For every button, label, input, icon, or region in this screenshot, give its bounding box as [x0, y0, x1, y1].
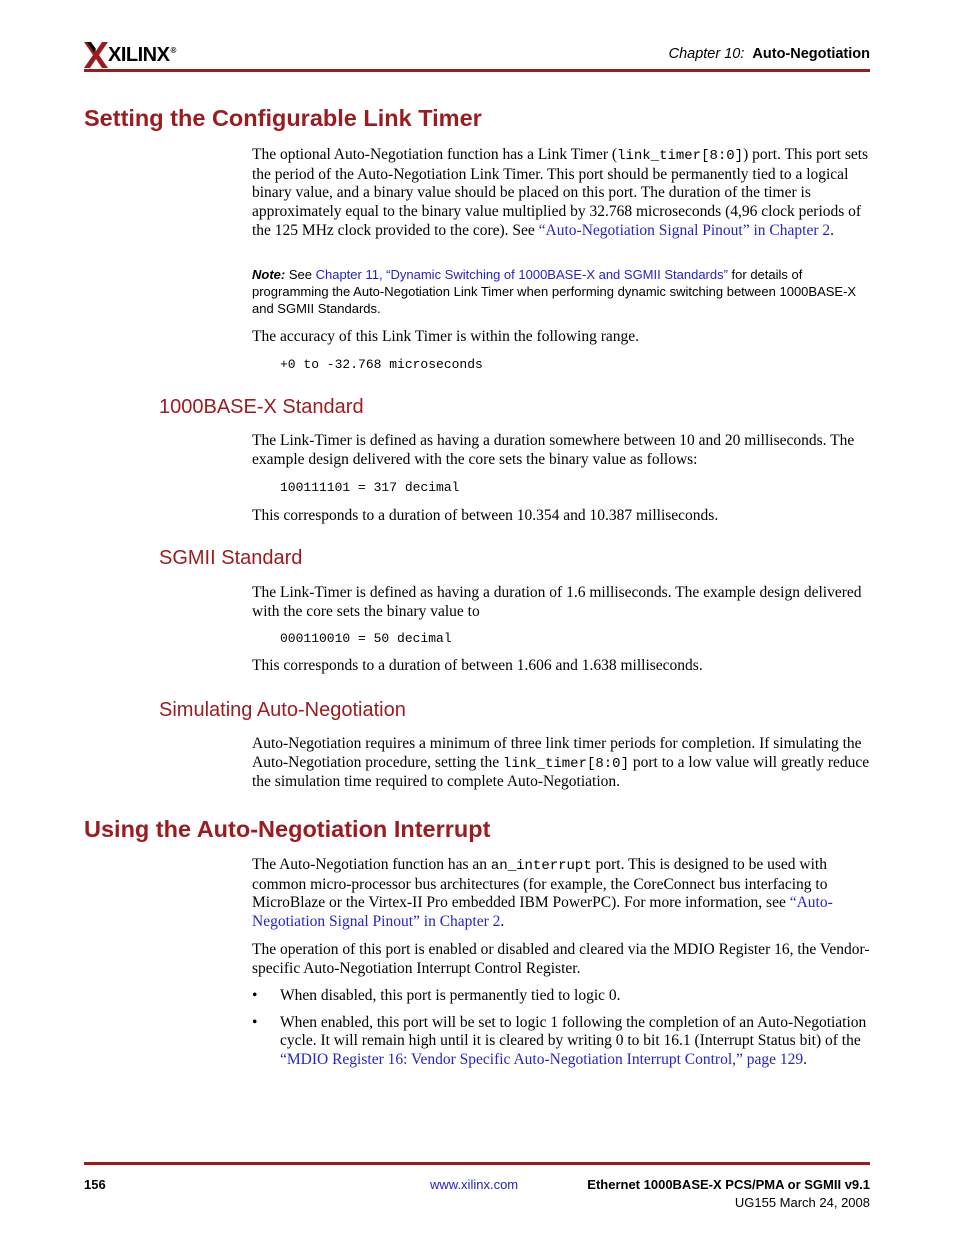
footer-doc-title: Ethernet 1000BASE-X PCS/PMA or SGMII v9.1: [587, 1177, 870, 1192]
header-rule: [84, 69, 870, 72]
link-signal-pinout[interactable]: “Auto-Negotiation Signal Pinout” in Chapter 2: [538, 221, 831, 239]
paragraph-sgmii: The Link-Timer is defined as having a duration of 1.6 milliseconds. The example design delivered with the core sets the binary value to: [252, 584, 862, 620]
paragraph-interrupt-intro: The Auto-Negotiation function has an an_interrupt port. This is designed to be used with common micro-processor bus architectures (for example, the CoreConnect bus interfacing to MicroBlaze or the Virtex-II Pro embedded IBM PowerPC). For more information, see “Auto-Negotiation Signal Pinout” in Chapter 2.: [252, 856, 833, 931]
heading-sgmii: SGMII Standard: [159, 547, 303, 569]
heading-1000base-x: 1000BASE-X Standard: [159, 396, 364, 418]
code-1000base-x-value: 100111101 = 317 decimal: [280, 480, 460, 495]
heading-simulating: Simulating Auto-Negotiation: [159, 699, 406, 721]
chapter-prefix: Chapter 10:: [668, 46, 745, 62]
code-accuracy-range: +0 to -32.768 microseconds: [280, 357, 483, 372]
heading-interrupt: Using the Auto-Negotiation Interrupt: [84, 816, 491, 842]
bullet-list: [252, 987, 870, 1078]
paragraph-1000base-x-duration: This corresponds to a duration of between 10.354 and 10.387 milliseconds.: [252, 507, 719, 524]
link-signal-pinout-2[interactable]: “Auto-Negotiation Signal Pinout” in Chapter 2: [252, 894, 833, 931]
registered-mark: ®: [170, 46, 176, 56]
footer-rule: [84, 1162, 870, 1165]
bullet-icon: •: [252, 1013, 258, 1031]
xilinx-logo-mark-icon: [84, 42, 108, 68]
note-label: Note:: [252, 267, 286, 282]
heading-link-timer: Setting the Configurable Link Timer: [84, 105, 482, 131]
code-link-timer-2: link_timer[8:0]: [502, 755, 629, 772]
link-mdio-register-16[interactable]: “MDIO Register 16: Vendor Specific Auto-Negotiation Interrupt Control,” page 129: [280, 1051, 804, 1069]
code-an-interrupt: an_interrupt: [490, 858, 592, 874]
note-dynamic-switching: Note: See Chapter 11, “Dynamic Switching of 1000BASE-X and SGMII Standards” for details of programming the Auto-Negotiation Link Timer when performing dynamic switching between 1000BASE-X and SGMII Standards.: [252, 267, 857, 316]
chapter-title: Auto-Negotiation: [752, 46, 870, 62]
list-item: • When enabled, this port will be set to logic 1 following the completion of an Auto-Negotiation cycle. It will remain high until it is cleared by writing 0 to bit 16.1 (Interrupt Status bit) of the “MDIO Register 16: Vendor Specific Auto-Negotiation Interrupt Control,” page 129.: [252, 1013, 867, 1069]
code-link-timer: link_timer[8:0]: [617, 148, 744, 164]
logo-text: XILINX: [108, 44, 170, 66]
page-number: 156: [84, 1177, 106, 1192]
bullet-icon: •: [252, 987, 258, 1004]
code-sgmii-value: 000110010 = 50 decimal: [280, 631, 452, 646]
paragraph-interrupt-operation: The operation of this port is enabled or disabled and cleared via the MDIO Register 16, the Vendor-specific Auto-Negotiation Interrupt Control Register.: [252, 941, 870, 977]
footer-website-link[interactable]: www.xilinx.com: [430, 1177, 519, 1192]
footer-doc-id-date: UG155 March 24, 2008: [734, 1195, 870, 1210]
paragraph-1000base-x: The Link-Timer is defined as having a duration somewhere between 10 and 20 milliseconds. The example design delivered with the core sets the binary value as follows:: [252, 432, 855, 468]
paragraph-sgmii-duration: This corresponds to a duration of between 1.606 and 1.638 milliseconds.: [252, 657, 703, 674]
xilinx-logo: [84, 40, 194, 70]
paragraph-accuracy: The accuracy of this Link Timer is within the following range.: [252, 328, 639, 345]
paragraph-link-timer-intro: The optional Auto-Negotiation function has a Link Timer (link_timer[8:0]) port. This port sets the period of the Auto-Negotiation Link Timer. This port should be permanently tied to a logical binary value, and a binary value should be placed on this port. The duration of the timer is approximately equal to the binary value multiplied by 32.768 microseconds (4,96 clock periods of the 125 MHz clock provided to the core). See “Auto-Negotiation Signal Pinout” in Chapter 2.: [252, 146, 869, 239]
link-chapter-11[interactable]: Chapter 11, “Dynamic Switching of 1000BASE-X and SGMII Standards”: [315, 267, 728, 282]
list-item: • When disabled, this port is permanently tied to logic 0.: [252, 987, 621, 1004]
chapter-header: [669, 46, 870, 62]
paragraph-simulating: Auto-Negotiation requires a minimum of three link timer periods for completion. If simulating the Auto-Negotiation procedure, setting the link_timer[8:0] port to a low value will greatly reduce the simulation time required to complete Auto-Negotiation.: [252, 735, 870, 791]
